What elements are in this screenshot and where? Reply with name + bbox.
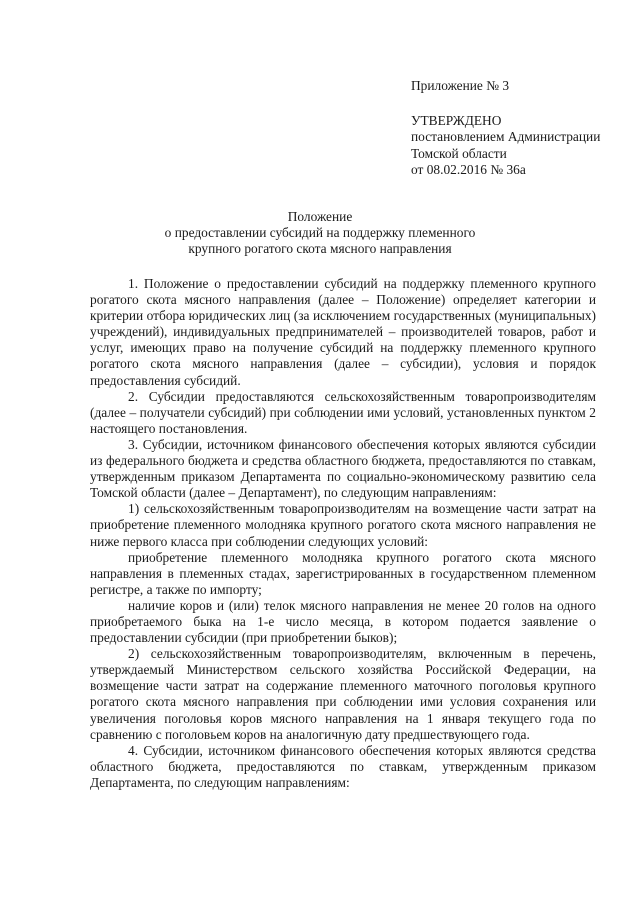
approval-region: Томской области [411, 145, 507, 161]
approval-block [411, 78, 611, 178]
title-line: Положение [287, 209, 353, 224]
approval-date-number: от 08.02.2016 № 36а [411, 161, 526, 177]
paragraph-3-item-1: 1) сельскохозяйственным товаропроизводителям на возмещение части затрат на приобретение племенного молодняка крупного рогатого скота мясного направления не ниже первого класса при соблюдении следующих условий: [90, 501, 596, 549]
appendix-number: Приложение № 3 [411, 78, 510, 93]
approval-authority: постановлением Администрации [411, 129, 601, 145]
paragraph-3-item-1-condition-1: приобретение племенного молодняка крупного рогатого скота мясного направления в племенных стадах, зарегистрированных в государственном племенном регистре, а также по импорту; [90, 549, 596, 597]
document-title [90, 209, 550, 258]
paragraph-2: 2. Субсидии предоставляются сельскохозяйственным товаропроизводителям (далее – получатели субсидий) при соблюдении ими условий, установленных пунктом 2 настоящего постановления. [90, 388, 596, 436]
title-line: о предоставлении субсидий на поддержку племенного [164, 225, 476, 241]
paragraph-3: 3. Субсидии, источником финансового обеспечения которых являются субсидии из федерального бюджета и средства областного бюджета, предоставляются по ставкам, утвержденным приказом Департамента по социально-экономическому развитию села Томской области (далее – Департамент), по следующим направлениям: [90, 436, 596, 501]
paragraph-3-item-2: 2) сельскохозяйственным товаропроизводителям, включенным в перечень, утверждаемый Министерством сельского хозяйства Российской Федерации, на возмещение части затрат на содержание племенного маточного поголовья крупного рогатого скота мясного направления при соблюдении ими условия сохранения или увеличения поголовья коров мясного направления на 1 января текущего года по сравнению с поголовьем коров на аналогичную дату предшествующего года. [90, 646, 596, 742]
paragraph-3-item-1-condition-2: наличие коров и (или) телок мясного направления не менее 20 голов на одного приобретаемого быка на 1-е число месяца, в котором подается заявление о предоставлении субсидии (при приобретении быков); [90, 597, 596, 646]
approval-stamp: УТВЕРЖДЕНО [411, 113, 502, 129]
title-line: крупного рогатого скота мясного направления [188, 241, 452, 257]
paragraph-4: 4. Субсидии, источником финансового обеспечения которых являются средства областного бюджета, предоставляются по ставкам, утвержденным приказом Департамента, по следующим направлениям: [90, 742, 596, 790]
paragraph-1: 1. Положение о предоставлении субсидий на поддержку племенного крупного рогатого скота мясного направления (далее – Положение) определяет категории и критерии отбора юридических лиц (за исключением государственных (муниципальных) учреждений), индивидуальных предпринимателей – производителей товаров, работ и услуг, имеющих право на получение субсидий на поддержку племенного крупного рогатого скота мясного направления (далее – субсидии), условия и порядок предоставления субсидий. [90, 276, 596, 388]
document-body [90, 276, 596, 791]
